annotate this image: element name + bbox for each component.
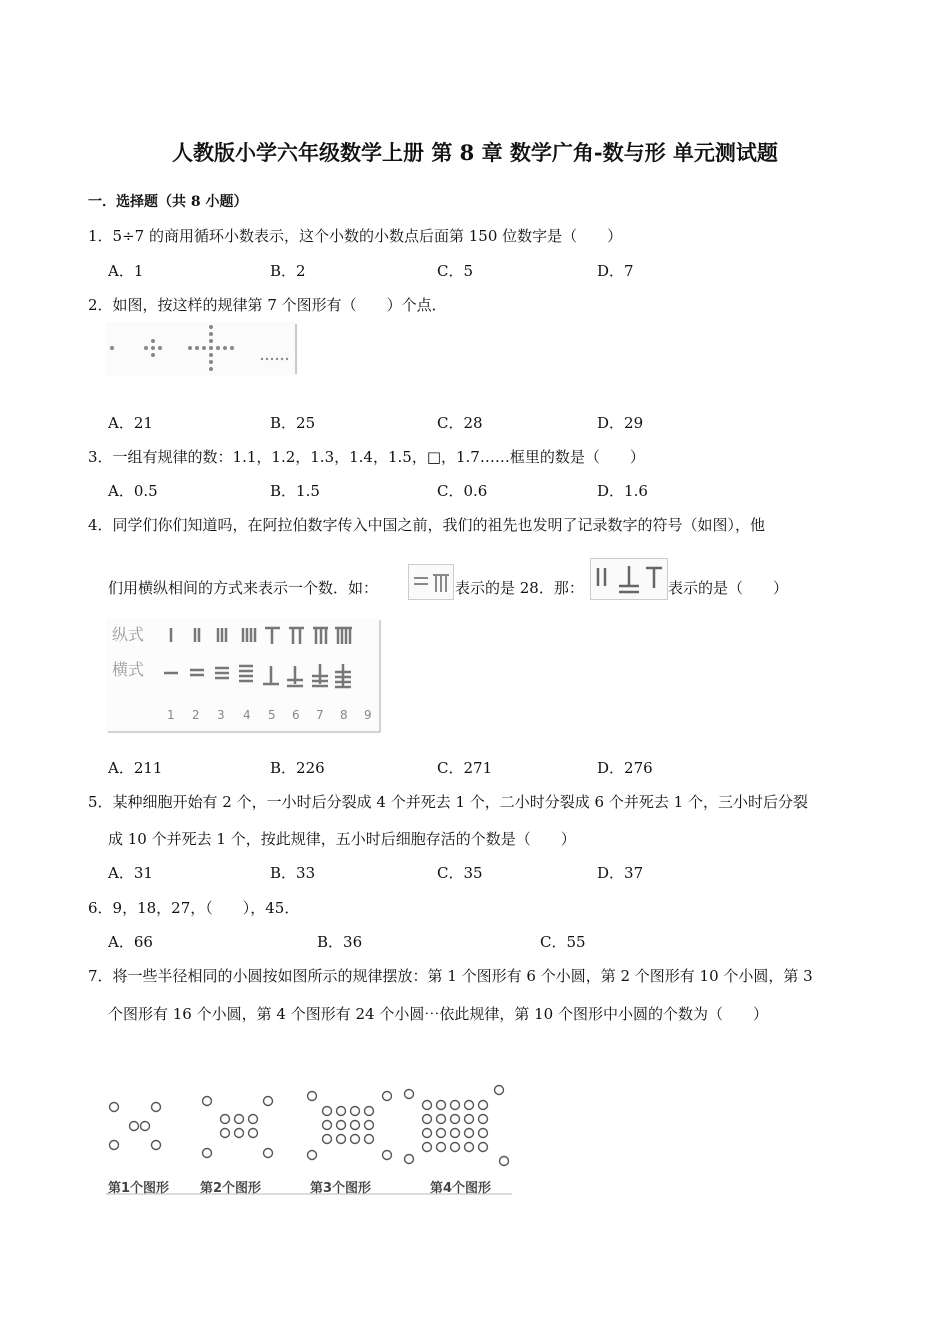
q5-option-a[interactable]: A．31 [108, 864, 153, 882]
q1-option-b[interactable]: B．2 [270, 262, 306, 280]
section-heading: 一．选择题（共 8 小题） [88, 194, 248, 210]
q4-option-c[interactable]: C．271 [437, 759, 493, 777]
q3-option-c[interactable]: C．0.6 [437, 482, 488, 500]
rod-numeral-table-figure [106, 618, 382, 734]
table-number: 2 [192, 708, 200, 722]
figure-label-2: 第2个图形 [200, 1181, 262, 1196]
rod-numeral-28-figure [408, 564, 454, 600]
figure-label-3: 第3个图形 [310, 1181, 372, 1196]
q5-option-b[interactable]: B．33 [270, 864, 316, 882]
q3-option-a[interactable]: A．0.5 [108, 482, 158, 500]
question-7-line-2: 个图形有 16 个小圆，第 4 个图形有 24 个小圆⋯依此规律，第 10 个图形中小圆的个数为（ ） [108, 1005, 768, 1023]
q3-option-b[interactable]: B．1.5 [270, 482, 320, 500]
q2-option-d[interactable]: D．29 [597, 414, 644, 432]
table-number: 1 [167, 708, 175, 722]
question-6-text: 6．9，18，27，（ ），45． [88, 899, 300, 917]
figure-label-1: 第1个图形 [108, 1181, 170, 1196]
q2-option-b[interactable]: B．25 [270, 414, 316, 432]
question-5-line-2: 成 10 个并死去 1 个，按此规律，五小时后细胞存活的个数是（ ） [108, 830, 576, 848]
figure-label-4: 第4个图形 [430, 1181, 492, 1196]
circle-pattern-figure [104, 1080, 516, 1200]
q4-option-a[interactable]: A．211 [108, 759, 163, 777]
q1-option-a[interactable]: A．1 [108, 262, 144, 280]
table-number: 5 [268, 708, 276, 722]
q4-option-b[interactable]: B．226 [270, 759, 325, 777]
question-7-line-1: 7．将一些半径相同的小圆按如图所示的规律摆放：第 1 个图形有 6 个小圆，第 2 个图形有 10 个小圆，第 3 [88, 967, 813, 985]
page-title: 人教版小学六年级数学上册 第 8 章 数学广角-数与形 单元测试题 [172, 140, 778, 165]
rod-numeral-question-figure [590, 558, 668, 600]
question-3-text: 3．一组有规律的数：1.1，1.2，1.3，1.4，1.5，□，1.7……框里的数是（ ） [88, 448, 645, 466]
question-1-text: 1．5÷7 的商用循环小数表示，这个小数的小数点后面第 150 位数字是（ ） [88, 227, 623, 245]
question-5-line-1: 5．某种细胞开始有 2 个，一小时后分裂成 4 个并死去 1 个，二小时分裂成 6 个并死去 1 个，三小时后分裂 [88, 793, 808, 811]
q1-option-d[interactable]: D．7 [597, 262, 634, 280]
question-4-line-2a: 们用横纵相间的方式来表示一个数．如： [108, 579, 379, 597]
table-number: 7 [316, 708, 324, 722]
table-number: 3 [217, 708, 225, 722]
q6-option-a[interactable]: A．66 [108, 933, 153, 951]
q5-option-c[interactable]: C．35 [437, 864, 483, 882]
table-number: 9 [364, 708, 372, 722]
table-number: 8 [340, 708, 348, 722]
dot-pattern-figure [106, 322, 298, 376]
q6-option-c[interactable]: C．55 [540, 933, 586, 951]
q2-option-a[interactable]: A．21 [108, 414, 153, 432]
table-number: 6 [292, 708, 300, 722]
q4-option-d[interactable]: D．276 [597, 759, 653, 777]
question-4-line-2c: 表示的是（ ） [668, 579, 789, 597]
horizontal-form-label: 横式 [112, 660, 145, 679]
vertical-form-label: 纵式 [112, 625, 145, 644]
q6-option-b[interactable]: B．36 [317, 933, 363, 951]
q5-option-d[interactable]: D．37 [597, 864, 644, 882]
q2-option-c[interactable]: C．28 [437, 414, 483, 432]
q3-option-d[interactable]: D．1.6 [597, 482, 648, 500]
question-4-line-1: 4．同学们你们知道吗，在阿拉伯数字传入中国之前，我们的祖先也发明了记录数字的符号（如图），他 [88, 516, 766, 534]
q1-option-c[interactable]: C．5 [437, 262, 474, 280]
table-number: 4 [243, 708, 251, 722]
question-2-text: 2．如图，按这样的规律第 7 个图形有（ ）个点． [88, 296, 447, 314]
question-4-line-2b: 表示的是 28．那： [455, 579, 584, 597]
